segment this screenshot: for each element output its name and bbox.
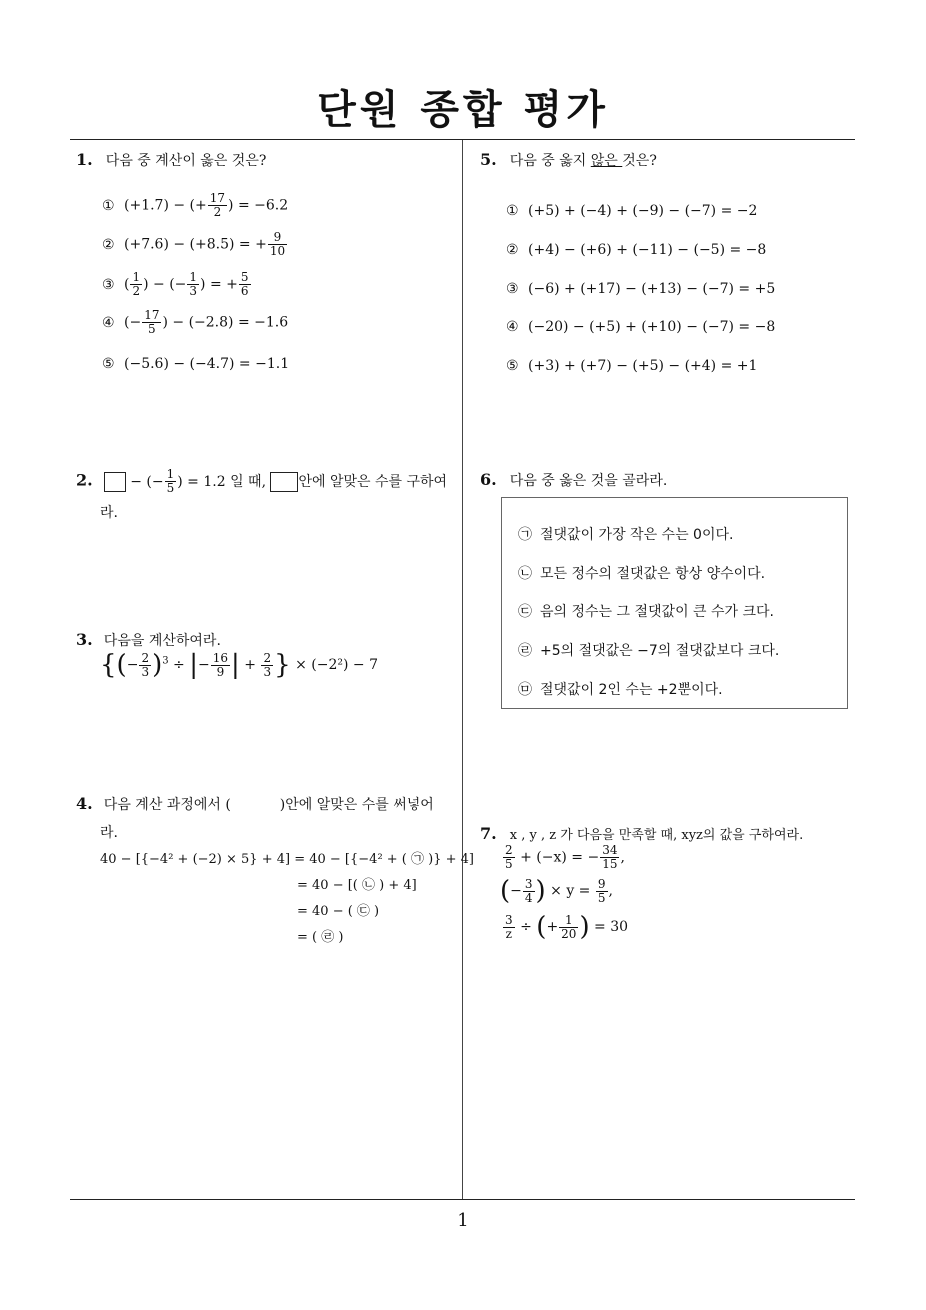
bottom-divider <box>70 1199 855 1200</box>
q7-equation-3: $\frac{3}{z}$ ÷ (+ $\frac{1}{20}$ ) = 30 <box>505 912 629 942</box>
page-number: 1 <box>457 1210 469 1231</box>
q5-option-1: ① (+5) + (−4) + (−9) − (−7) = −2 <box>506 203 758 219</box>
page-title: 단원 종합 평가 <box>317 87 609 133</box>
q4-step-3: = 40 − ( ㉢ ) <box>297 904 380 919</box>
q4-step-4: = ( ㉣ ) <box>297 930 344 945</box>
q3-expression: {(− $\frac{2}{3}$ )$^3$ ÷ |− $\frac{16}{9}$ | + $\frac{2}{3}$ } × (−2²) − 7 <box>100 650 378 680</box>
statement-1: ㉠ 절댓값이 가장 작은 수는 0이다. <box>518 527 734 543</box>
question-text: 다음 중 계산이 옳은 것은? <box>105 153 267 169</box>
question-number: 1. <box>76 150 93 169</box>
question-text: 다음 계산 과정에서 ( )안에 알맞은 수를 써넣어 <box>103 797 434 813</box>
question-1 <box>76 150 266 170</box>
q4-step-2: = 40 − [( ㉡ ) + 4] <box>297 878 417 893</box>
question-text-cont: 라. <box>100 505 118 521</box>
q7-equation-2: (− $\frac{3}{4}$ ) × y = $\frac{9}{5}$ , <box>500 876 613 906</box>
question-text: 다음을 계산하여라. <box>103 633 221 649</box>
q1-option-3: ③ ( $\frac{1}{2}$ ) − (− $\frac{1}{3}$ ) = + $\frac{5}{6}$ <box>102 270 249 298</box>
question-text-cont: 라. <box>100 825 118 841</box>
column-divider <box>462 140 463 1200</box>
q1-option-5: ⑤ (−5.6) − (−4.7) = −1.1 <box>102 356 290 372</box>
question-number: 5. <box>480 150 497 169</box>
question-text: 다음 중 옳은 것을 골라라. <box>509 473 668 489</box>
q5-option-2: ② (+4) − (+6) + (−11) − (−5) = −8 <box>506 242 767 258</box>
question-5 <box>480 150 657 170</box>
question-2: 2. − (− $\frac{1}{5}$ ) = 1.2 일 때, 안에 알맞은 수를 구하여 <box>76 467 448 495</box>
question-text: 다음 중 옳지 않은 것은? <box>509 153 657 169</box>
q5-option-3: ③ (−6) + (+17) − (+13) − (−7) = +5 <box>506 281 776 297</box>
answer-box[interactable] <box>104 472 126 492</box>
question-number: 6. <box>480 470 497 489</box>
question-7 <box>480 824 803 843</box>
q1-option-1: ① (+1.7) − (+ $\frac{17}{2}$ ) = −6.2 <box>102 191 289 219</box>
q1-option-4: ④ (− $\frac{17}{5}$ ) − (−2.8) = −1.6 <box>102 308 289 336</box>
statement-4: ㉣ +5의 절댓값은 −7의 절댓값보다 크다. <box>518 643 780 659</box>
q5-option-5: ⑤ (+3) + (+7) − (+5) − (+4) = +1 <box>506 358 758 374</box>
q1-option-2: ② (+7.6) − (+8.5) = + $\frac{9}{10}$ <box>102 230 286 258</box>
statement-2: ㉡ 모든 정수의 절댓값은 항상 양수이다. <box>518 566 766 582</box>
statement-5: ㉤ 절댓값이 2인 수는 +2뿐이다. <box>518 682 723 698</box>
question-3 <box>76 630 221 650</box>
q4-step-1: 40 − [{−4² + (−2) × 5} + 4] = 40 − [{−4² + ( ㉠ )} + 4] <box>100 852 474 867</box>
question-number: 2. <box>76 470 93 490</box>
question-number: 7. <box>480 824 497 843</box>
answer-box[interactable] <box>270 472 298 492</box>
statement-3: ㉢ 음의 정수는 그 절댓값이 큰 수가 크다. <box>518 604 775 620</box>
question-number: 4. <box>76 794 93 813</box>
q5-option-4: ④ (−20) − (+5) + (+10) − (−7) = −8 <box>506 319 776 335</box>
question-number: 3. <box>76 630 93 649</box>
q7-equation-1: $\frac{2}{5}$ + (−x) = − $\frac{34}{15}$ , <box>505 843 625 871</box>
question-text: x , y , z 가 다음을 만족할 때, xyz의 값을 구하여라. <box>509 828 804 843</box>
question-6 <box>480 470 667 490</box>
question-4 <box>76 794 434 814</box>
